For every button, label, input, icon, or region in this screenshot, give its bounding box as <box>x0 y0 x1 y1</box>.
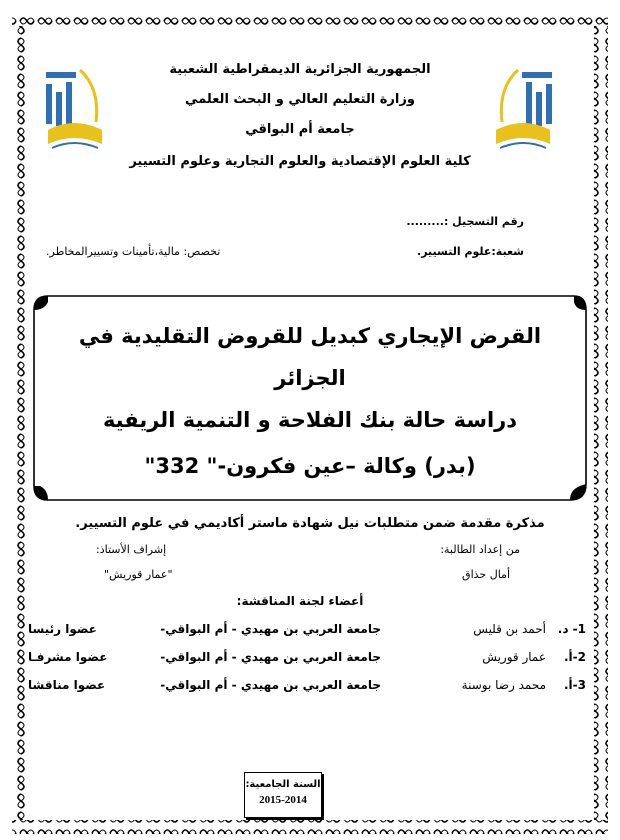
faculty-heading: كلية العلوم الإقتصادية والعلوم التجارية وعلوم التسيير <box>129 154 471 169</box>
prepared-by-label: من إعداد الطالبة: <box>440 543 520 556</box>
member-number: 3-أ. <box>563 678 586 692</box>
supervisor-label: إشراف الأستاذ: <box>96 543 167 556</box>
title-line-3: دراسة حالة بنك الفلاحة و التنمية الريفية <box>102 408 518 432</box>
student-name: أمال حذاق <box>462 568 510 581</box>
ministry-heading: وزارة التعليم العالي و البحث العلمي <box>185 92 415 107</box>
memo-statement: مذكرة مقدمة ضمن متطلبات نيل شهادة ماستر أكاديمي في علوم التسيير. <box>75 516 545 531</box>
title-line-2: الجزائر <box>274 366 346 390</box>
member-role: عضوا مناقشا <box>28 678 106 692</box>
committee-member-row <box>28 622 586 644</box>
specialty: تخصص: مالية،تأمينات وتسييرالمخاطر. <box>46 245 221 258</box>
member-number: 1- د. <box>557 622 586 636</box>
member-affiliation: جامعة العربي بن مهيدي - أم البواقي- <box>160 622 381 636</box>
member-number: 2-أ. <box>563 650 586 664</box>
committee-member-row <box>28 678 586 700</box>
republic-heading: الجمهورية الجزائرية الديمقراطية الشعبية <box>169 62 431 77</box>
member-affiliation: جامعة العربي بن مهيدي - أم البواقي- <box>160 650 381 664</box>
border-right <box>594 26 608 820</box>
member-affiliation: جامعة العربي بن مهيدي - أم البواقي- <box>160 678 381 692</box>
member-role: عضوا مشرفـا <box>28 650 108 664</box>
border-top <box>12 12 608 26</box>
supervisor-name: "عمار قوريش" <box>104 568 173 581</box>
member-name: أحمد بن قليس <box>473 622 546 636</box>
title-line-1: القرض الإيجاري كبديل للقروض التقليدية في <box>78 324 542 348</box>
university-heading: جامعة أم البواقي <box>245 122 355 137</box>
member-name: محمد رضا بوسنة <box>461 678 546 692</box>
branch: شعبة:علوم التسيير. <box>417 245 524 258</box>
committee-member-row <box>28 650 586 672</box>
academic-year-box <box>244 772 322 818</box>
member-role: عضوا رئيسا <box>28 622 97 636</box>
academic-year-label: السنة الجامعية: <box>245 779 321 790</box>
committee-heading: أعضاء لجنة المناقشة: <box>236 594 364 608</box>
member-name: عمار قوريش <box>482 650 546 664</box>
registration-number: رقم التسجيل :......... <box>406 215 524 228</box>
border-left <box>12 26 26 820</box>
border-bottom <box>12 820 608 834</box>
academic-year: 2015-2014 <box>259 794 307 806</box>
title-line-4: (بدر) وكالة –عين فكرون-" 332" <box>144 454 476 478</box>
